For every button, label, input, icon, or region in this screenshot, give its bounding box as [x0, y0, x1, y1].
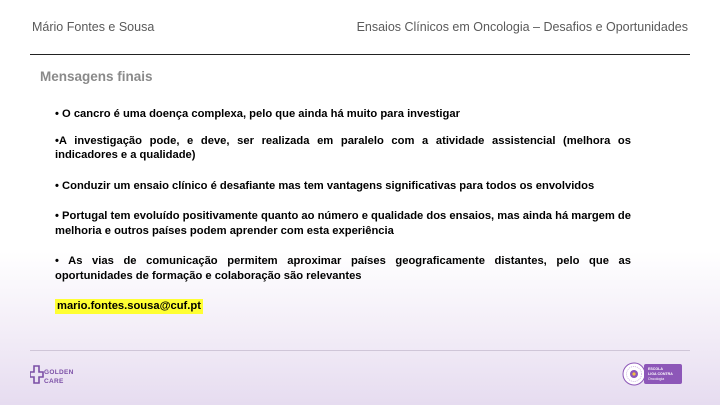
contact-email-link[interactable]: mario.fontes.sousa@cuf.pt — [57, 300, 201, 312]
author-name: Mário Fontes e Sousa — [32, 20, 155, 34]
badge-line-2: LIGA CONTRA — [648, 372, 673, 376]
seal-icon — [622, 362, 646, 386]
bullet-item: • Conduzir um ensaio clínico é desafiante mas tem vantagens significativas para todos os envolvidos — [55, 179, 595, 192]
golden-care-logo — [30, 364, 80, 390]
bullet-item: • As vias de comunicação permitem aproximar países geograficamente distantes, pelo que as oportunidades de formação e colaboração são relevantes — [55, 255, 631, 282]
slide-title: Mensagens finais — [40, 69, 153, 84]
header-divider — [30, 54, 690, 55]
golden-care-cross-icon — [30, 364, 44, 390]
presentation-title: Ensaios Clínicos em Oncologia – Desafios e Oportunidades — [356, 20, 688, 34]
bullet-list — [55, 107, 631, 314]
badge-line-1: ESCOLA — [648, 367, 663, 371]
footer-divider — [30, 350, 690, 351]
bullet-item: •A investigação pode, e deve, ser realizada em paralelo com a atividade assistencial (melhora os indicadores e a qualidade) — [55, 134, 631, 161]
logo-word-care: CARE — [44, 378, 64, 385]
badge-line-3: Oncologia — [648, 377, 665, 381]
bullet-item: • O cancro é uma doença complexa, pelo que ainda há muito para investigar — [55, 108, 460, 120]
liga-contra-cancro-logo — [622, 362, 684, 390]
bullet-item: • Portugal tem evoluído positivamente quanto ao número e qualidade dos ensaios, mas ainda há margem de melhoria e outros países podem aprender com esta experiência — [55, 210, 631, 237]
liga-badge — [644, 364, 682, 384]
logo-word-golden: GOLDEN — [44, 369, 74, 376]
